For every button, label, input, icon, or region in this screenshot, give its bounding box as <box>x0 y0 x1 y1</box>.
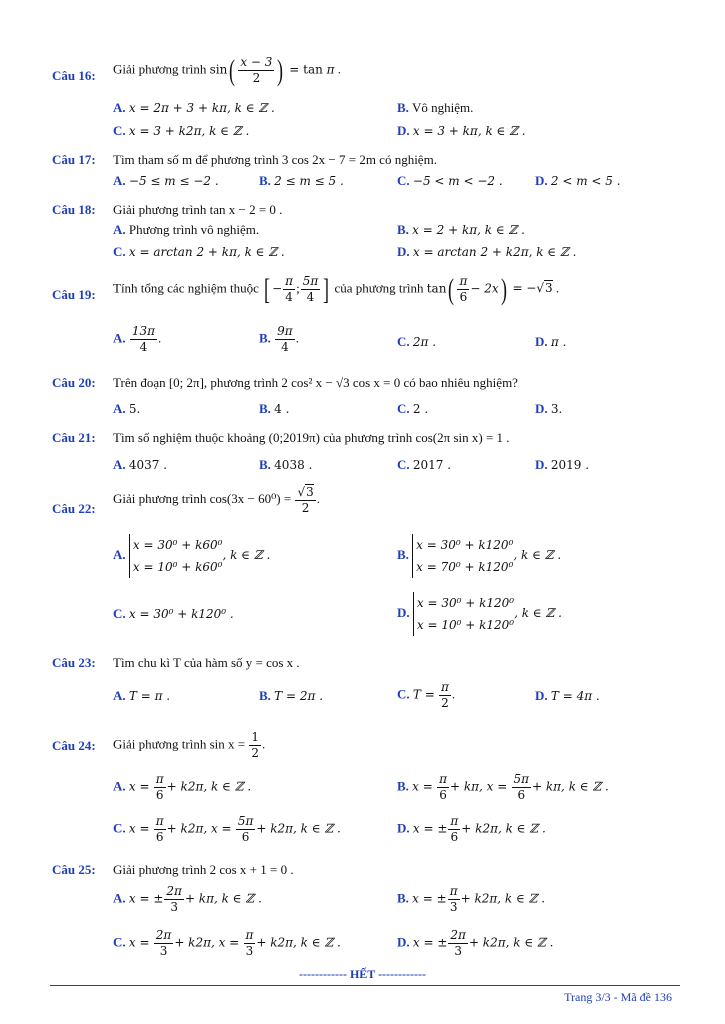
option-a[interactable]: A. T = π . <box>113 688 171 703</box>
option-a[interactable]: A. $\frac{13\pi}{4}$ . <box>113 324 162 354</box>
question-stem: Tính tổng các nghiệm thuộc [ − $\frac{\pi}{4}$ ; $\frac{5\pi}{4}$ ] của phương trình tan( $\frac{\pi}{6}$ − 2x) = −√3 . <box>113 272 560 306</box>
question-number: Câu 19: <box>52 287 96 302</box>
option-d[interactable]: D. x = ± $\frac{\pi}{6}$ + k2π, k ∈ ℤ . <box>397 814 546 844</box>
question-stem: Tìm chu kì T của hàm số y = cos x . <box>113 655 300 670</box>
option-a[interactable]: A. 5. <box>113 401 141 416</box>
question-number: Câu 24: <box>52 738 96 753</box>
option-d[interactable]: D. x = ± $\frac{2\pi}{3}$ + k2π, k ∈ ℤ . <box>397 928 554 958</box>
option-c[interactable]: C. −5 < m < −2 . <box>397 173 503 188</box>
question-stem: Tìm số nghiệm thuộc khoảng (0;2019π) của phương trình cos(2π sin x) = 1 . <box>113 430 510 445</box>
option-a[interactable]: A. x = 30⁰ + k60⁰ x = 10⁰ + k60⁰ , k ∈ ℤ . <box>113 534 270 578</box>
option-d[interactable]: D. 2 < m < 5 . <box>535 173 621 188</box>
option-c[interactable]: C. x = 3 + k2π, k ∈ ℤ . <box>113 123 250 138</box>
option-a[interactable]: A. x = ± $\frac{2\pi}{3}$ + kπ, k ∈ ℤ . <box>113 884 262 914</box>
option-c[interactable]: C. x = arctan 2 + kπ, k ∈ ℤ . <box>113 244 285 259</box>
question-number: Câu 25: <box>52 862 96 877</box>
question-stem: Giải phương trình sin( $\frac{x - 3}{2}$ ) = tan π . <box>113 53 342 87</box>
question-number: Câu 17: <box>52 152 96 167</box>
option-b[interactable]: B. x = 2 + kπ, k ∈ ℤ . <box>397 222 525 237</box>
option-d[interactable]: D. T = 4π . <box>535 688 600 703</box>
option-c[interactable]: C. x = $\frac{\pi}{6}$ + k2π, x = $\frac{5\pi}{6}$ + k2π, k ∈ ℤ . <box>113 814 341 844</box>
question-number: Câu 20: <box>52 375 96 390</box>
option-d[interactable]: D. 3. <box>535 401 563 416</box>
option-d[interactable]: D. x = arctan 2 + k2π, k ∈ ℤ . <box>397 244 577 259</box>
option-b[interactable]: B. T = 2π . <box>259 688 324 703</box>
question-number: Câu 23: <box>52 655 96 670</box>
question-number: Câu 16: <box>52 68 96 83</box>
option-c[interactable]: C. 2 . <box>397 401 429 416</box>
question-stem: Trên đoạn [0; 2π], phương trình 2 cos² x − √3 cos x = 0 có bao nhiêu nghiệm? <box>113 375 518 390</box>
question-stem: Giải phương trình tan x − 2 = 0 . <box>113 202 283 217</box>
footer-divider <box>50 985 680 986</box>
question-stem: Giải phương trình cos(3x − 60⁰) = $\frac{√3}{2}$ . <box>113 485 321 515</box>
option-b[interactable]: B. x = ± $\frac{\pi}{3}$ + k2π, k ∈ ℤ . <box>397 884 546 914</box>
option-a[interactable]: A. Phương trình vô nghiệm. <box>113 222 260 237</box>
option-a[interactable]: A. 4037 . <box>113 457 168 472</box>
option-c[interactable]: C. T = $\frac{\pi}{2}$ . <box>397 680 456 710</box>
question-number: Câu 22: <box>52 501 96 516</box>
option-b[interactable]: B. $\frac{9\pi}{4}$ . <box>259 324 299 354</box>
question-number: Câu 18: <box>52 202 96 217</box>
option-b[interactable]: B. x = 30⁰ + k120⁰ x = 70⁰ + k120⁰ , k ∈ ℤ . <box>397 534 561 578</box>
option-c[interactable]: C. x = $\frac{2\pi}{3}$ + k2π, x = $\frac{\pi}{3}$ + k2π, k ∈ ℤ . <box>113 928 341 958</box>
question-stem: Giải phương trình 2 cos x + 1 = 0 . <box>113 862 294 877</box>
option-d[interactable]: D. 2019 . <box>535 457 590 472</box>
option-d[interactable]: D. x = 30⁰ + k120⁰ x = 10⁰ + k120⁰ , k ∈ ℤ . <box>397 592 562 636</box>
end-marker: ------------ HẾT ------------ <box>298 967 427 981</box>
option-b[interactable]: B. Vô nghiệm. <box>397 100 474 115</box>
option-c[interactable]: C. x = 30⁰ + k120⁰ . <box>113 606 234 621</box>
option-d[interactable]: D. π . <box>535 334 567 349</box>
question-number: Câu 21: <box>52 430 96 445</box>
question-stem: Tìm tham số m để phương trình 3 cos 2x − 7 = 2m có nghiệm. <box>113 152 437 167</box>
option-c[interactable]: C. 2π . <box>397 334 437 349</box>
option-a[interactable]: A. x = $\frac{\pi}{6}$ + k2π, k ∈ ℤ . <box>113 772 252 802</box>
option-b[interactable]: B. x = $\frac{\pi}{6}$ + kπ, x = $\frac{5\pi}{6}$ + kπ, k ∈ ℤ . <box>397 772 609 802</box>
option-b[interactable]: B. 4038 . <box>259 457 313 472</box>
option-a[interactable]: A. −5 ≤ m ≤ −2 . <box>113 173 219 188</box>
option-b[interactable]: B. 4 . <box>259 401 290 416</box>
option-d[interactable]: D. x = 3 + kπ, k ∈ ℤ . <box>397 123 526 138</box>
option-c[interactable]: C. 2017 . <box>397 457 452 472</box>
option-b[interactable]: B. 2 ≤ m ≤ 5 . <box>259 173 344 188</box>
question-stem: Giải phương trình sin x = $\frac{1}{2}$ . <box>113 730 266 760</box>
option-a[interactable]: A. x = 2π + 3 + kπ, k ∈ ℤ . <box>113 100 275 115</box>
page-number: Trang 3/3 - Mã đề 136 <box>564 990 672 1004</box>
